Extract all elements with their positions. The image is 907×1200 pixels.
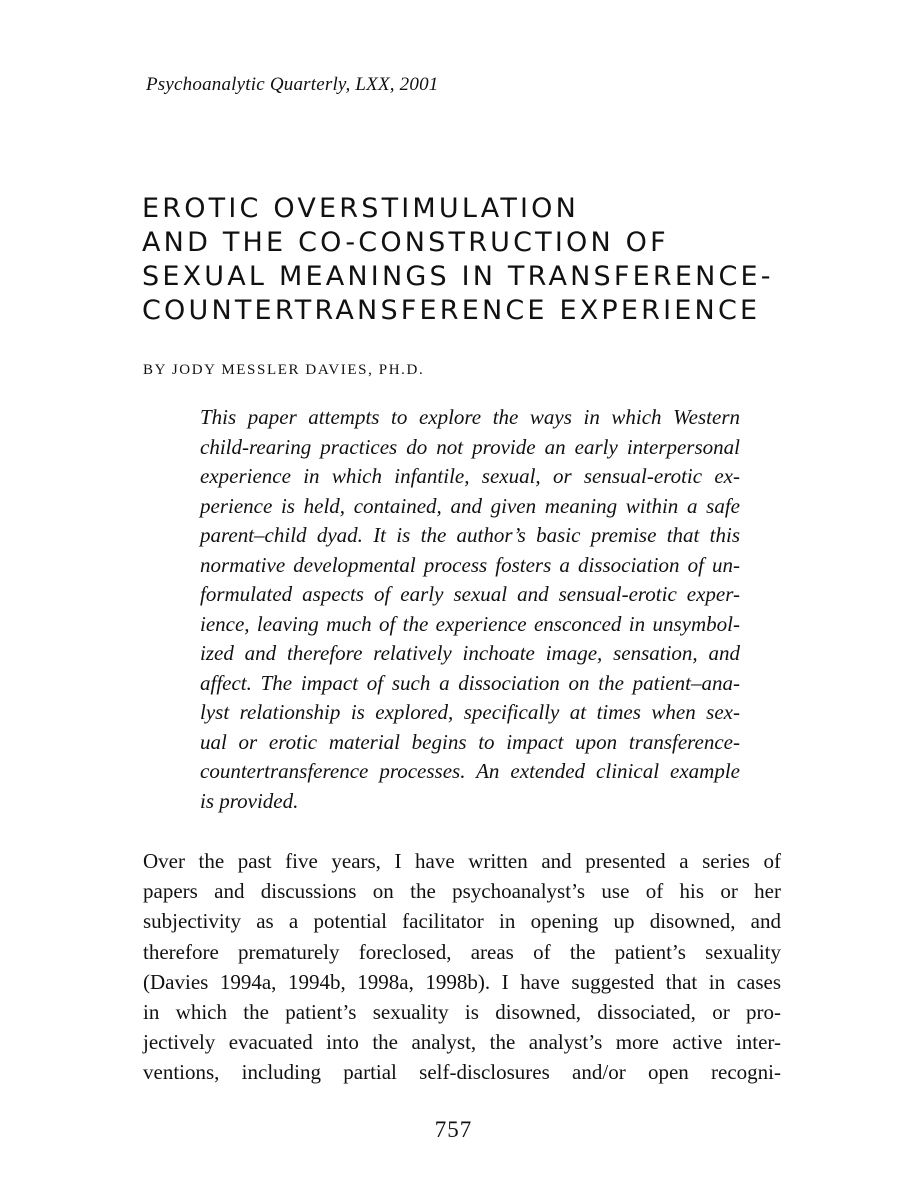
article-title [142,192,792,328]
body-line: subjectivity as a potential facilitator in opening up disowned, and [143,909,781,934]
abstract-line: lyst relationship is explored, specifically at times when sex- [200,700,740,724]
body-line: in which the patient’s sexuality is disowned, dissociated, or pro- [143,1000,781,1025]
body-line: therefore prematurely foreclosed, areas of the patient’s sexuality [143,939,781,964]
title-line: EROTIC OVERSTIMULATION [142,193,580,224]
body-line: papers and discussions on the psychoanalyst’s use of his or her [143,879,781,904]
body-paragraph [143,846,781,1088]
abstract-line: normative developmental process fosters a dissociation of un- [200,552,740,577]
body-line: (Davies 1994a, 1994b, 1998a, 1998b). I have suggested that in cases [143,969,781,994]
body-line: Over the past five years, I have written and presented a series of [143,849,781,873]
abstract-line: parent–child dyad. It is the author’s basic premise that this [200,523,740,547]
author-byline: BY JODY MESSLER DAVIES, PH.D. [143,362,425,378]
abstract-line: ience, leaving much of the experience ensconced in unsymbol- [200,611,740,636]
title-line: AND THE CO-CONSTRUCTION OF [142,227,669,258]
abstract-line: countertransference processes. An extended clinical example [200,759,740,783]
abstract-line: child-rearing practices do not provide an early interpersonal [200,434,740,459]
page-number: 757 [434,1117,473,1142]
title-line: SEXUAL MEANINGS IN TRANSFERENCE- [142,261,774,292]
title-line: COUNTERTRANSFERENCE EXPERIENCE [142,295,761,326]
abstract-line: ized and therefore relatively inchoate image, sensation, and [200,641,740,665]
abstract-line: affect. The impact of such a dissociation on the patient–ana- [200,670,740,695]
abstract-line: perience is held, contained, and given meaning within a safe [200,493,740,518]
abstract-line: experience in which infantile, sexual, or sensual-erotic ex- [200,464,740,488]
abstract-line: formulated aspects of early sexual and sensual-erotic exper- [200,582,740,606]
abstract-line: is provided. [200,788,299,813]
body-line: ventions, including partial self-disclosures and/or open recogni- [143,1060,781,1085]
abstract-line: ual or erotic material begins to impact upon transference- [200,729,740,754]
abstract [200,403,740,816]
body-line: jectively evacuated into the analyst, the analyst’s more active inter- [143,1030,781,1055]
running-head: Psychoanalytic Quarterly, LXX, 2001 [146,74,439,95]
abstract-line: This paper attempts to explore the ways in which Western [200,405,740,429]
